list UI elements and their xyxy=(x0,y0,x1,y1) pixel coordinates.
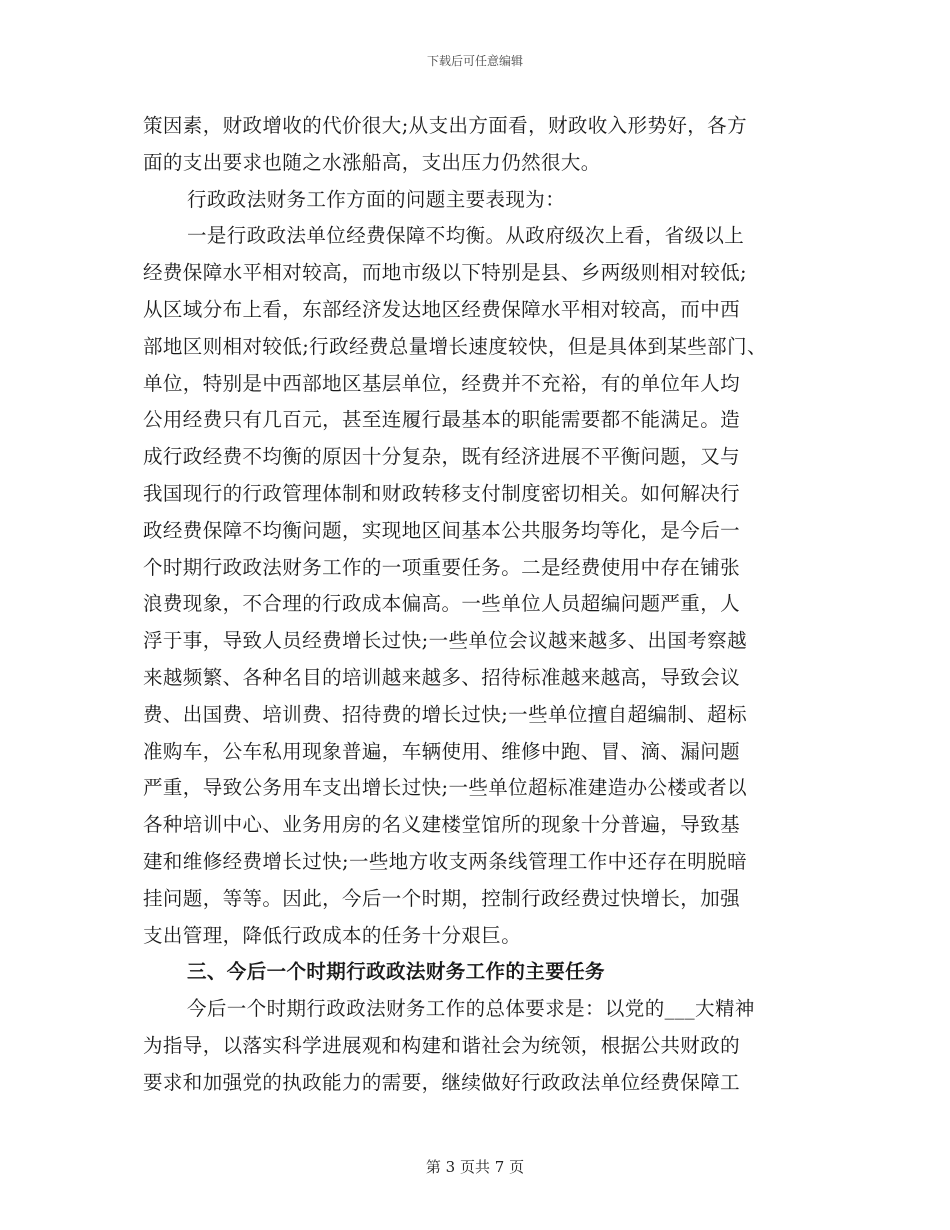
text-line: 来越频繁、各种名目的培训越来越多、招待标准越来越高，导致会议 xyxy=(143,665,741,689)
text-line: 浪费现象，不合理的行政成本偏高。一些单位人员超编问题严重，人 xyxy=(143,592,741,616)
text-line: 策因素，财政增收的代价很大;从支出方面看，财政收入形势好，各方 xyxy=(143,114,747,137)
section-heading: 三、今后一个时期行政政法财务工作的主要任务 xyxy=(187,960,605,984)
page-footer: 第 3 页共 7 页 xyxy=(425,1158,525,1176)
text-line: 支出管理，降低行政成本的任务十分艰巨。 xyxy=(143,923,522,947)
text-line: 各种培训中心、业务用房的名义建楼堂馆所的现象十分普遍，导致基 xyxy=(143,813,741,837)
text-line: 建和维修经费增长过快;一些地方收支两条线管理工作中还存在明脱暗 xyxy=(143,849,747,873)
text-line: 费、出国费、培训费、招待费的增长过快;一些单位擅自超编制、超标 xyxy=(143,702,747,726)
text-line: 今后一个时期行政政法财务工作的总体要求是：以党的___大精神 xyxy=(187,997,755,1021)
text-line: 政经费保障不均衡问题，实现地区间基本公共服务均等化，是今后一 xyxy=(143,518,741,542)
document-body xyxy=(143,108,803,1102)
text-line: 面的支出要求也随之水涨船高，支出压力仍然很大。 xyxy=(143,150,601,174)
text-line: 行政政法财务工作方面的问题主要表现为： xyxy=(187,187,566,211)
text-line: 部地区则相对较低;行政经费总量增长速度较快，但是具体到某些部门、 xyxy=(143,334,767,358)
text-line: 严重，导致公务用车支出增长过快;一些单位超标准建造办公楼或者以 xyxy=(143,776,747,800)
text-line: 准购车，公车私用现象普遍，车辆使用、维修中跑、冒、滴、漏问题 xyxy=(143,739,741,763)
text-line: 一是行政政法单位经费保障不均衡。从政府级次上看，省级以上 xyxy=(187,224,745,248)
text-line: 要求和加强党的执政能力的需要，继续做好行政政法单位经费保障工 xyxy=(143,1070,741,1094)
text-line: 为指导，以落实科学进展观和构建和谐社会为统领，根据公共财政的 xyxy=(143,1033,741,1057)
text-line: 公用经费只有几百元，甚至连履行最基本的职能需要都不能满足。造 xyxy=(143,408,741,432)
text-line: 经费保障水平相对较高，而地市级以下特别是县、乡两级则相对较低; xyxy=(143,261,747,285)
text-line: 我国现行的行政管理体制和财政转移支付制度密切相关。如何解决行 xyxy=(143,481,741,505)
page-header: 下载后可任意编辑 xyxy=(426,54,523,68)
text-line: 浮于事，导致人员经费增长过快;一些单位会议越来越多、出国考察越 xyxy=(143,629,747,653)
text-line: 从区域分布上看，东部经济发达地区经费保障水平相对较高，而中西 xyxy=(143,297,741,321)
text-line: 单位，特别是中西部地区基层单位，经费并不充裕，有的单位年人均 xyxy=(143,371,741,395)
text-line: 成行政经费不均衡的原因十分复杂，既有经济进展不平衡问题，又与 xyxy=(143,445,741,469)
text-line: 挂问题，等等。因此，今后一个时期，控制行政经费过快增长，加强 xyxy=(143,886,741,910)
text-line: 个时期行政政法财务工作的一项重要任务。二是经费使用中存在铺张 xyxy=(143,555,741,579)
